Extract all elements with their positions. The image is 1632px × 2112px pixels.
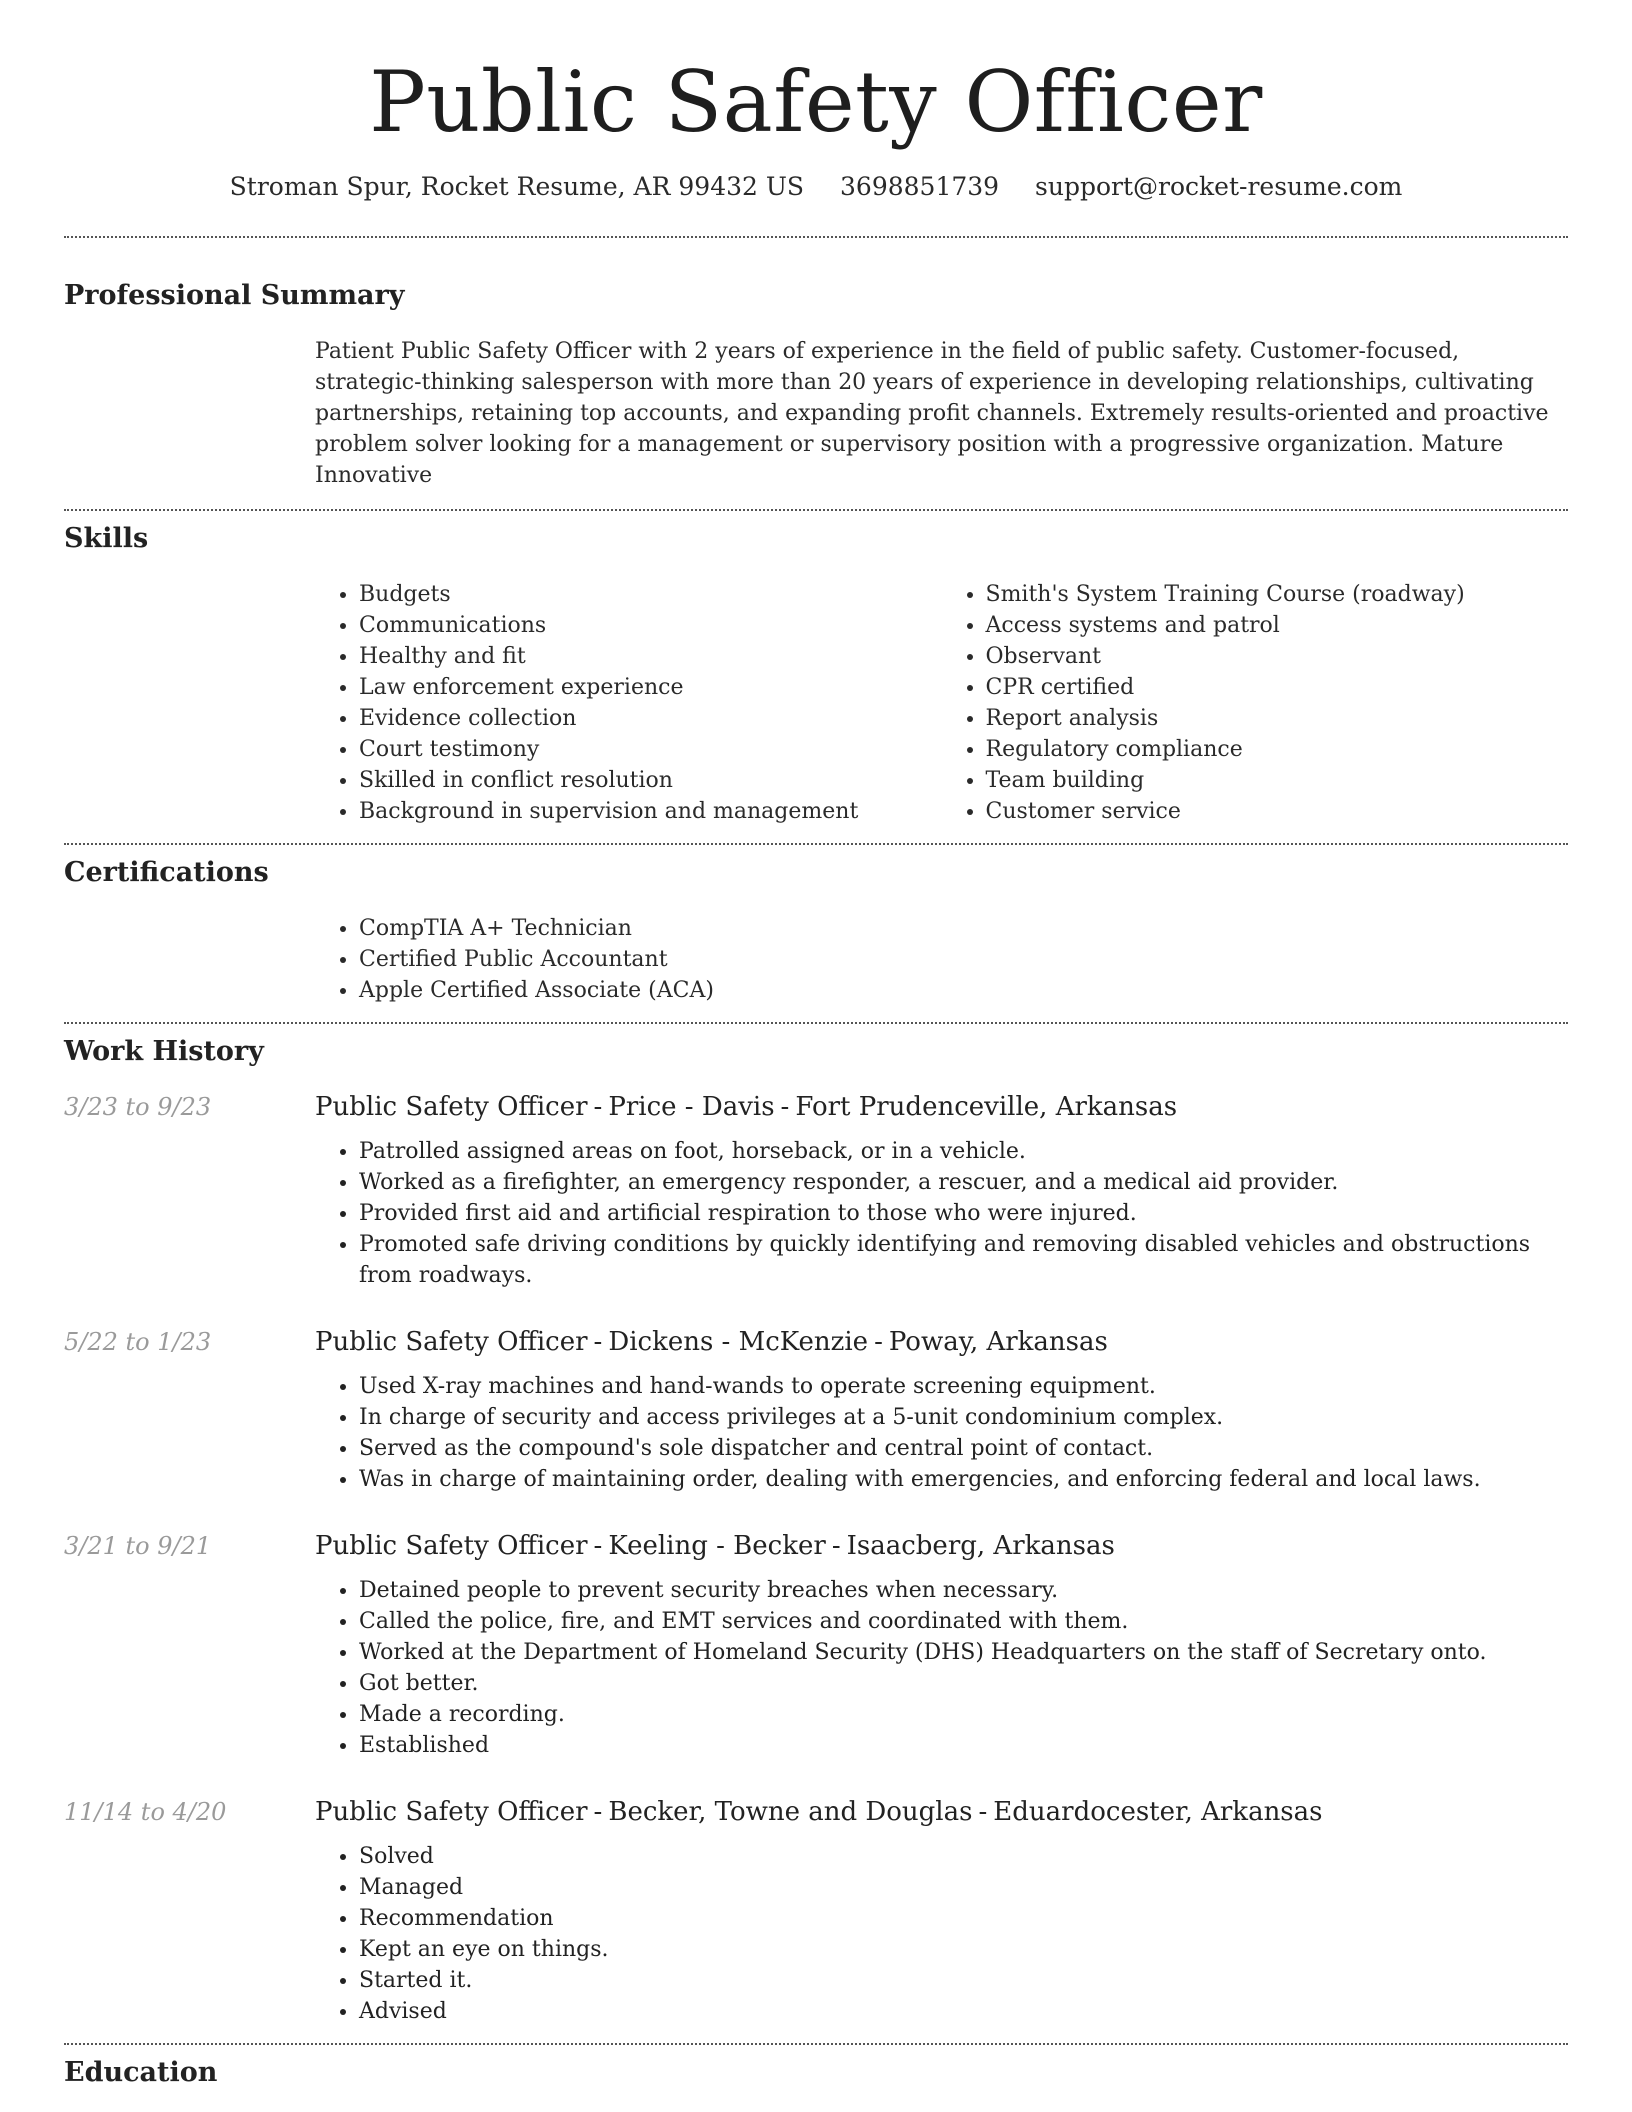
job-bullet: • Made a recording. [359, 1699, 1568, 1730]
certifications-heading: Certifications [64, 857, 269, 888]
job-location: Poway, Arkansas [888, 1327, 1108, 1357]
section-divider [64, 843, 1568, 845]
job-role: Public Safety Officer [315, 1797, 588, 1827]
job-bullet: • Patrolled assigned areas on foot, horseback, or in a vehicle. [359, 1136, 1568, 1167]
job-bullet: • Advised [359, 1996, 1568, 2027]
section-divider [64, 1022, 1568, 1024]
skills-list-right [942, 579, 1569, 827]
job-bullet: • Managed [359, 1872, 1568, 1903]
job-bullet: • Recommendation [359, 1903, 1568, 1934]
job-bullet: • Called the police, fire, and EMT services and coordinated with them. [359, 1606, 1568, 1637]
job-bullet: • Worked as a firefighter, an emergency responder, a rescuer, and a medical aid provider. [359, 1167, 1568, 1198]
job-title: Public Safety Officer - Becker, Towne and Douglas - Eduardocester, Arkansas [315, 1797, 1323, 1827]
skill-item: • Smith's System Training Course (roadway) [986, 579, 1569, 610]
contact-address: Stroman Spur, Rocket Resume, AR 99432 US [229, 172, 805, 201]
job-bullet: • Promoted safe driving conditions by quickly identifying and removing disabled vehicles and obstructions from roadways. [359, 1229, 1568, 1291]
certification-item: • Apple Certified Associate (ACA) [359, 975, 1568, 1006]
job-bullet: • Started it. [359, 1965, 1568, 1996]
job-dates: 11/14 to 4/20 [64, 1798, 227, 1826]
skill-item: • Skilled in conflict resolution [359, 765, 942, 796]
skills-section [64, 521, 1568, 827]
job-bullet: • Was in charge of maintaining order, dealing with emergencies, and enforcing federal and local laws. [359, 1464, 1568, 1495]
job-bullets [315, 1371, 1568, 1495]
job-bullet: • Provided first aid and artificial respiration to those who were injured. [359, 1198, 1568, 1229]
certification-item: • CompTIA A+ Technician [359, 913, 1568, 944]
candidate-name: Public Safety Officer [369, 53, 1263, 151]
job-bullets [315, 1136, 1568, 1291]
contact-phone: 3698851739 [840, 172, 1000, 201]
job-role: Public Safety Officer [315, 1531, 588, 1561]
resume-page [64, 0, 1568, 2091]
job-bullet: • Got better. [359, 1668, 1568, 1699]
summary-section [64, 278, 1568, 491]
skill-item: • Evidence collection [359, 703, 942, 734]
skill-item: • Access systems and patrol [986, 610, 1569, 641]
job-role: Public Safety Officer [315, 1092, 588, 1122]
skill-item: • Court testimony [359, 734, 942, 765]
job-title: Public Safety Officer - Keeling - Becker - Isaacberg, Arkansas [315, 1531, 1115, 1561]
job-title: Public Safety Officer - Dickens - McKenzie - Poway, Arkansas [315, 1327, 1108, 1357]
skill-item: • Report analysis [986, 703, 1569, 734]
job-bullet: • Served as the compound's sole dispatcher and central point of contact. [359, 1433, 1568, 1464]
job-company: Becker, Towne and Douglas [608, 1797, 973, 1827]
job-company: Keeling - Becker [608, 1531, 826, 1561]
section-divider [64, 2043, 1568, 2045]
job-bullet: • Worked at the Department of Homeland Security (DHS) Headquarters on the staff of Secretary onto. [359, 1637, 1568, 1668]
job-location: Isaacberg, Arkansas [846, 1531, 1115, 1561]
job-bullets [315, 1841, 1568, 2027]
job-bullet: • Established [359, 1730, 1568, 1761]
certification-item: • Certified Public Accountant [359, 944, 1568, 975]
skill-item: • Budgets [359, 579, 942, 610]
job-location: Fort Prudenceville, Arkansas [795, 1092, 1178, 1122]
job-bullet: • Used X-ray machines and hand-wands to operate screening equipment. [359, 1371, 1568, 1402]
skill-item: • Healthy and fit [359, 641, 942, 672]
job-bullet: • Solved [359, 1841, 1568, 1872]
skill-item: • Communications [359, 610, 942, 641]
job-dates: 3/21 to 9/21 [64, 1532, 212, 1560]
skill-item: • Team building [986, 765, 1569, 796]
skill-item: • Observant [986, 641, 1569, 672]
job-entry [64, 1090, 1568, 1291]
job-dates: 3/23 to 9/23 [64, 1093, 212, 1121]
skill-item: • Law enforcement experience [359, 672, 942, 703]
job-dates: 5/22 to 1/23 [64, 1328, 212, 1356]
summary-heading: Professional Summary [64, 280, 405, 311]
certifications-list [315, 913, 1568, 1006]
skills-heading: Skills [64, 523, 149, 554]
job-entry [64, 1529, 1568, 1761]
job-bullet: • Kept an eye on things. [359, 1934, 1568, 1965]
skills-list-left [315, 579, 942, 827]
work-history-heading: Work History [64, 1036, 264, 1067]
job-entry [64, 1325, 1568, 1495]
section-divider [64, 236, 1568, 238]
contact-email: support@rocket-resume.com [1035, 172, 1403, 201]
resume-header [64, 0, 1568, 204]
job-company: Dickens - McKenzie [608, 1327, 869, 1357]
summary-text: Patient Public Safety Officer with 2 years of experience in the field of public safety. Customer-focused, strategic-thinking salesperson with more than 20 years of experience in developing relationships, cultivating partnerships, retaining top accounts, and expanding profit channels. Extremely results-oriented and proactive problem solver looking for a management or supervisory position with a progressive organization. Mature Innovative [315, 339, 1549, 488]
job-bullet: • In charge of security and access privileges at a 5-unit condominium complex. [359, 1402, 1568, 1433]
certifications-section [64, 855, 1568, 1006]
skill-item: • Customer service [986, 796, 1569, 827]
section-divider [64, 509, 1568, 511]
education-heading: Education [64, 2057, 218, 2088]
job-bullet: • Detained people to prevent security breaches when necessary. [359, 1575, 1568, 1606]
job-role: Public Safety Officer [315, 1327, 588, 1357]
skill-item: • Background in supervision and management [359, 796, 942, 827]
skill-item: • CPR certified [986, 672, 1569, 703]
job-location: Eduardocester, Arkansas [993, 1797, 1323, 1827]
work-history-section [64, 1034, 1568, 2027]
skill-item: • Regulatory compliance [986, 734, 1569, 765]
contact-line [64, 170, 1568, 204]
job-entry [64, 1795, 1568, 2027]
job-bullets [315, 1575, 1568, 1761]
job-company: Price - Davis [608, 1092, 775, 1122]
education-section [64, 2055, 1568, 2091]
job-title: Public Safety Officer - Price - Davis - Fort Prudenceville, Arkansas [315, 1092, 1178, 1122]
